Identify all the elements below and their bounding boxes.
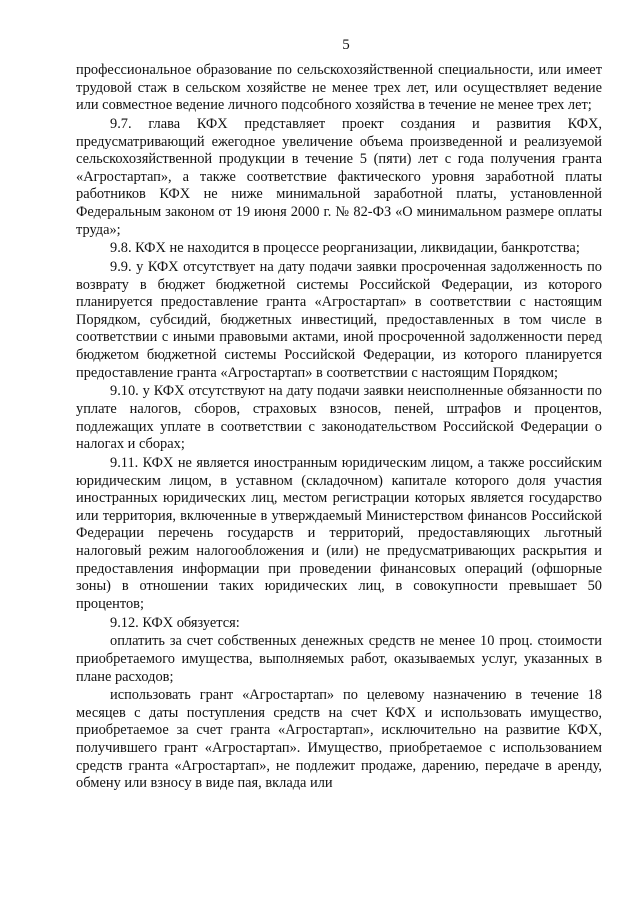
paragraph-continuation: профессиональное образование по сельскохозяйственной специальности, или имеет трудовой стаж в сельском хозяйстве не менее трех лет, или осуществляет ведение или совместное ведение личного подсобного хозяйства в течение не менее трех лет;: [76, 62, 602, 114]
paragraph-9-7: 9.7. глава КФХ представляет проект создания и развития КФХ, предусматривающий ежегодное увеличение объема произведенной и реализуемой сельскохозяйственной продукции в течение 5 (пяти) лет с года получения гранта «Агростартап», а также соответствие фактического уровня заработной платы работников КФХ не ниже минимальной заработной платы, установленной Федеральным законом от 19 июня 2000 г. № 82-ФЗ «О минимальном размере оплаты труда»;: [76, 115, 602, 238]
paragraph-9-12: 9.12. КФХ обязуется:: [110, 614, 240, 631]
paragraph-9-10: 9.10. у КФХ отсутствуют на дату подачи заявки неисполненные обязанности по уплате налогов, сборов, страховых взносов, пеней, штрафов и процентов, подлежащих уплате в соответствии с законодательством Российской Федерации о налогах и сборах;: [76, 383, 602, 453]
paragraph-9-9: 9.9. у КФХ отсутствует на дату подачи заявки просроченная задолженность по возврату в бюджет бюджетной системы Российской Федерации, из которого планируется предоставление гранта «Агростартап» в соответствии с настоящим Порядком, субсидий, бюджетных инвестиций, предоставленных в том числе в соответствии с иными правовыми актами, иной просроченной задолженности перед бюджетом бюджетной системы Российской Федерации, из которого планируется предоставление гранта «Агростартап» в соответствии с настоящим Порядком;: [76, 259, 602, 381]
paragraph-9-11: 9.11. КФХ не является иностранным юридическим лицом, а также российским юридическим лицом, в уставном (складочном) капитале которого доля участия иностранных юридических лиц, местом регистрации которых является государство или территория, включенные в утверждаемый Министерством финансов Российской Федерации перечень государств и территорий, предоставляющих льготный налоговый режим налогообложения и (или) не предусматривающих раскрытия и предоставления информации при проведении финансовых операций (офшорные зоны) в отношении таких юридических лиц, в совокупности превышает 50 процентов;: [76, 455, 602, 612]
paragraph-9-12-item-1: оплатить за счет собственных денежных средств не менее 10 проц. стоимости приобретаемого имущества, выполняемых работ, оказываемых услуг, указанных в плане расходов;: [76, 633, 602, 685]
paragraph-9-8: 9.8. КФХ не находится в процессе реорганизации, ликвидации, банкротства;: [110, 240, 580, 257]
page-number: 5: [342, 37, 350, 53]
paragraph-9-12-item-2: использовать грант «Агростартап» по целевому назначению в течение 18 месяцев с даты поступления средств на счет КФХ и использовать имущество, приобретаемое за счет гранта «Агростартап», исключительно на развитие КФХ, получившего грант «Агростартап». Имущество, приобретаемое с использованием средств гранта «Агростартап», не подлежит продаже, дарению, передаче в аренду, обмену или взносу в виде пая, вклада или: [76, 687, 602, 792]
document-body: [76, 62, 602, 793]
